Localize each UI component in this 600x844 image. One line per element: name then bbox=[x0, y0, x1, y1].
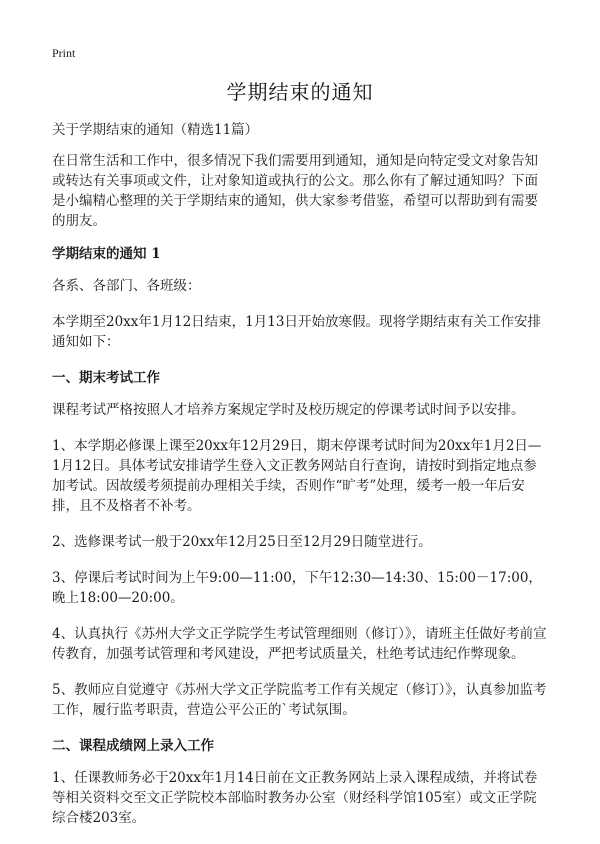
salutation: 各系、各部门、各班级： bbox=[52, 278, 201, 294]
notice-heading: 学期结束的通知 1 bbox=[52, 246, 161, 262]
section-heading-exams: 一、期末考试工作 bbox=[52, 370, 160, 386]
page-title: 学期结束的通知 bbox=[226, 80, 374, 104]
print-label[interactable]: Print bbox=[52, 46, 76, 60]
section-heading-grades: 二、课程成绩网上录入工作 bbox=[52, 738, 214, 754]
list-item: 4、认真执行《苏州大学文正学院学生考试管理细则（修订）》，请班主任做好考前宣传教育，加强考试管理和考风建设，严把考试质量关，杜绝考试违纪作弊现象。 bbox=[52, 626, 547, 662]
section-lead: 课程考试严格按照人才培养方案规定学时及校历规定的停课考试时间予以安排。 bbox=[52, 402, 525, 418]
document-body bbox=[52, 120, 548, 844]
list-item: 2、选修课考试一般于20xx年12月25日至12月29日随堂进行。 bbox=[52, 534, 432, 550]
document-subtitle: 关于学期结束的通知（精选11篇） bbox=[52, 122, 259, 138]
list-item: 1、任课教师务必于20xx年1月14日前在文正教务网站上录入课程成绩，并将试卷等相关资料交至文正学院校本部临时教务办公室（财经科学馆105室）或文正学院综合楼203室。 bbox=[52, 770, 538, 826]
list-item: 3、停课后考试时间为上午9:00—11:00，下午12:30—14:30、15:00－17:00，晚上18:00—20:00。 bbox=[52, 570, 542, 606]
list-item: 1、本学期必修课上课至20xx年12月29日，期末停课考试时间为20xx年1月2日—1月12日。具体考试安排请学生登入文正教务网站自行查询，请按时到指定地点参加考试。因故缓考须提前办理相关手续，否则作“旷考”处理，缓考一般一年后安排，且不及格者不补考。 bbox=[52, 438, 542, 514]
intro-paragraph: 在日常生活和工作中，很多情况下我们需要用到通知，通知是向特定受文对象告知或转达有关事项或文件，让对象知道或执行的公文。那么你有了解过通知吗？下面是小编精心整理的关于学期结束的通知，供大家参考借鉴，希望可以帮助到有需要的朋友。 bbox=[52, 153, 538, 229]
list-item: 5、教师应自觉遵守《苏州大学文正学院监考工作有关规定（修订）》，认真参加监考工作，履行监考职责，营造公平公正的`考试氛围。 bbox=[52, 682, 547, 718]
opening-paragraph: 本学期至20xx年1月12日结束，1月13日开始放寒假。现将学期结束有关工作安排通知如下： bbox=[52, 314, 541, 350]
